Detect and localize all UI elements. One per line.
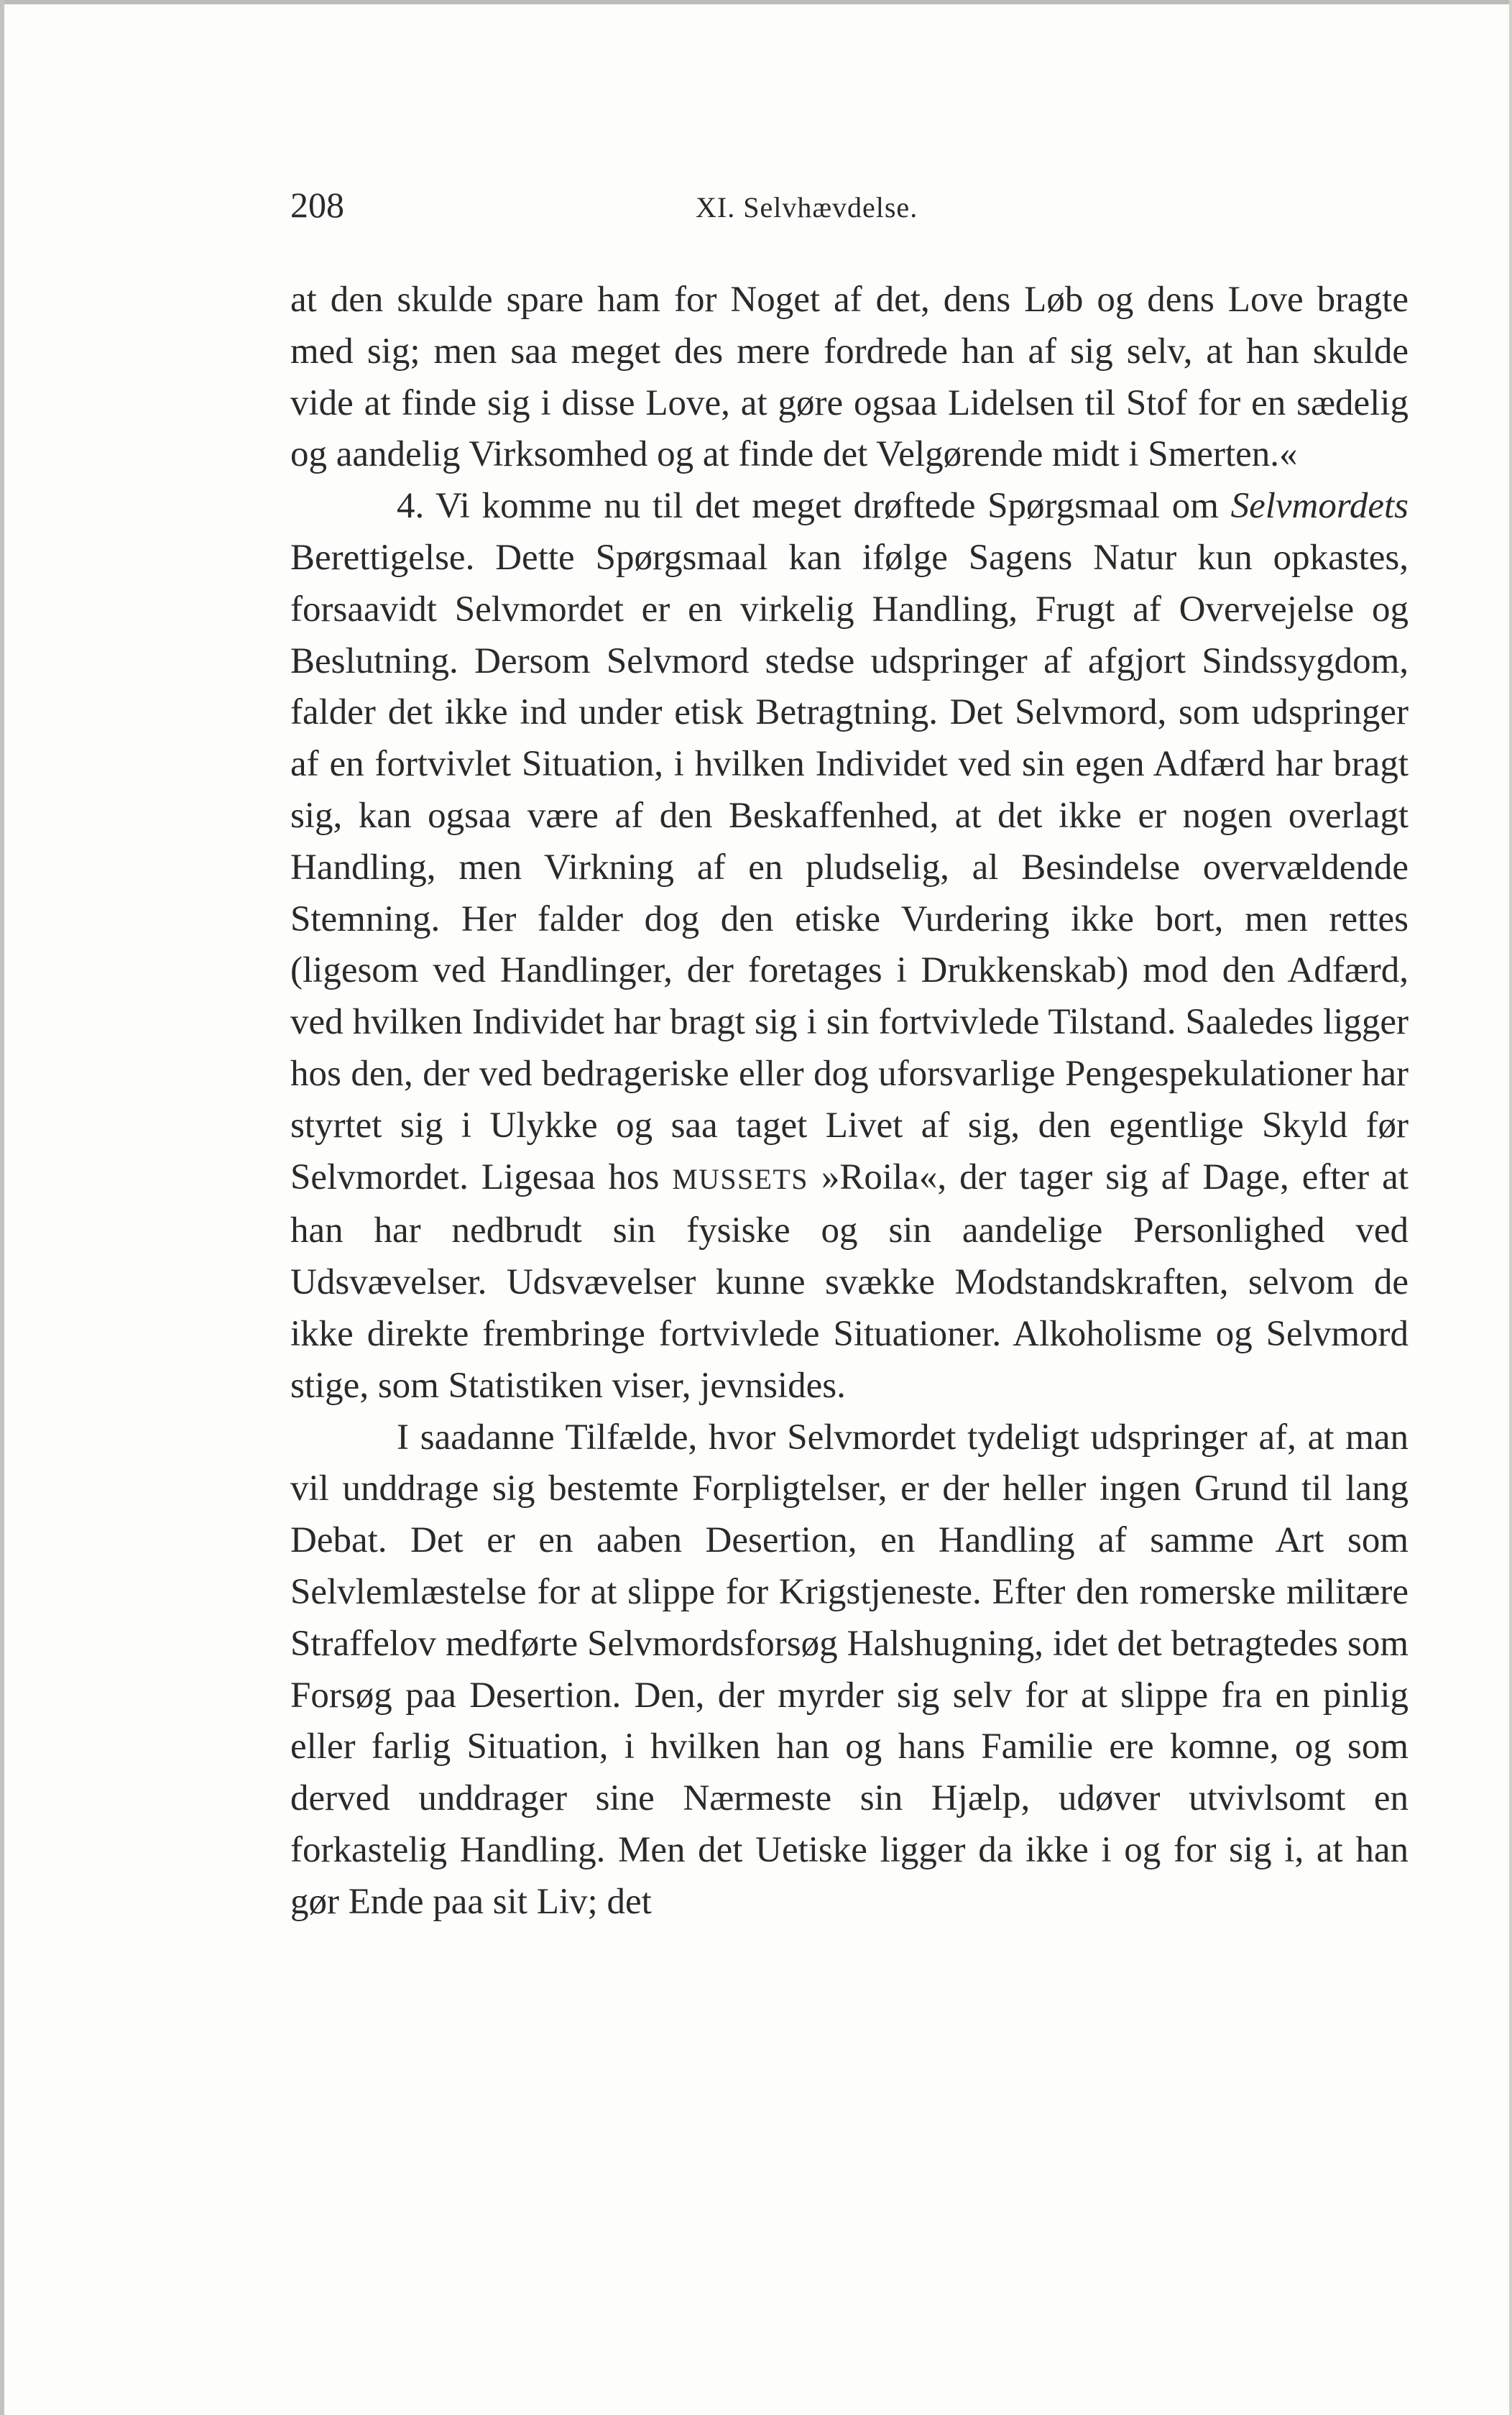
scan-edge-left [0,0,4,2415]
paragraph-text: at den skulde spare ham for Noget af det, dens Løb og dens Love bragte med sig; men saa meget des mere fordrede han af sig selv, at han skulde vide at finde sig i disse Love, at gøre ogsaa Lidelsen til Stof for en sædelig og aandelig Virksomhed og at finde det Velgørende midt i Smerten.« [290,280,1409,475]
running-head: XI. Selvhævdelse. [696,191,918,224]
body-text [290,275,1409,1928]
section-number: 4. [397,486,425,527]
paragraph-intro: Vi komme nu til det meget drøftede Spørgsmaal om [435,486,1219,527]
page-number: 208 [290,185,344,225]
scan-edge-top [0,0,1512,4]
emphasized-term: Selvmordets [1230,486,1409,527]
paragraph-text: Berettigelse. Dette Spørgsmaal kan ifølge Sagens Natur kun opkastes, forsaavidt Selvmordet er en virkelig Handling, Frugt af Overvejelse og Beslutning. Dersom Selvmord stedse udspringer af afgjort Sindssygdom, falder det ikke ind under etisk Betragtning. Det Selvmord, som udspringer af en fortvivlet Situation, i hvilken Individet ved sin egen Adfærd har bragt sig, kan ogsaa være af den Beskaffenhed, at det ikke er nogen overlagt Handling, men Virkning af en pludselig, al Besindelse overvældende Stemning. Her falder dog den etiske Vurdering ikke bort, men rettes (ligesom ved Handlinger, der foretages i Drukkenskab) mod den Adfærd, ved hvilken Individet har bragt sig i sin fortvivlede Tilstand. Saaledes ligger hos den, der ved bedrageriske eller dog uforsvarlige Pengespekulationer har styrtet sig i Ulykke og saa taget Livet af sig, den egentlige Skyld før Selvmordet. Ligesaa hos [290,537,1409,1197]
paragraph-third [290,1412,1409,1928]
paragraph-text: »Roila«, der tager sig af Dage, efter at han har nedbrudt sin fysiske og sin aandelige Personlighed ved Udsvævelser. Udsvævelser kunne svække Modstandskraften, selvom de ikke direkte frembringe fortvivlede Situationer. Alkoholisme og Selvmord stige, som Statistiken viser, jevnsides. [290,1156,1409,1406]
author-name: MUSSETS [672,1163,808,1195]
paragraph-continuation [290,275,1409,481]
scan-edge-right [1509,0,1512,2415]
paragraph-section-4 [290,481,1409,1412]
paragraph-text: I saadanne Tilfælde, hvor Selvmordet tydeligt udspringer af, at man vil unddrage sig bestemte Forpligtelser, er der heller ingen Grund til lang Debat. Det er en aaben Desertion, en Handling af samme Art som Selvlemlæstelse for at slippe for Krigstjeneste. Efter den romerske militære Straffelov medførte Selvmordsforsøg Halshugning, idet det betragtedes som Forsøg paa Desertion. Den, der myrder sig selv for at slippe fra en pinlig eller farlig Situation, i hvilken han og hans Familie ere komne, og som derved unddrager sine Nærmeste sin Hjælp, udøver utvivlsomt en forkastelig Handling. Men det Uetiske ligger da ikke i og for sig i, at han gør Ende paa sit Liv; det [290,1417,1409,1922]
page-header [290,180,1411,230]
